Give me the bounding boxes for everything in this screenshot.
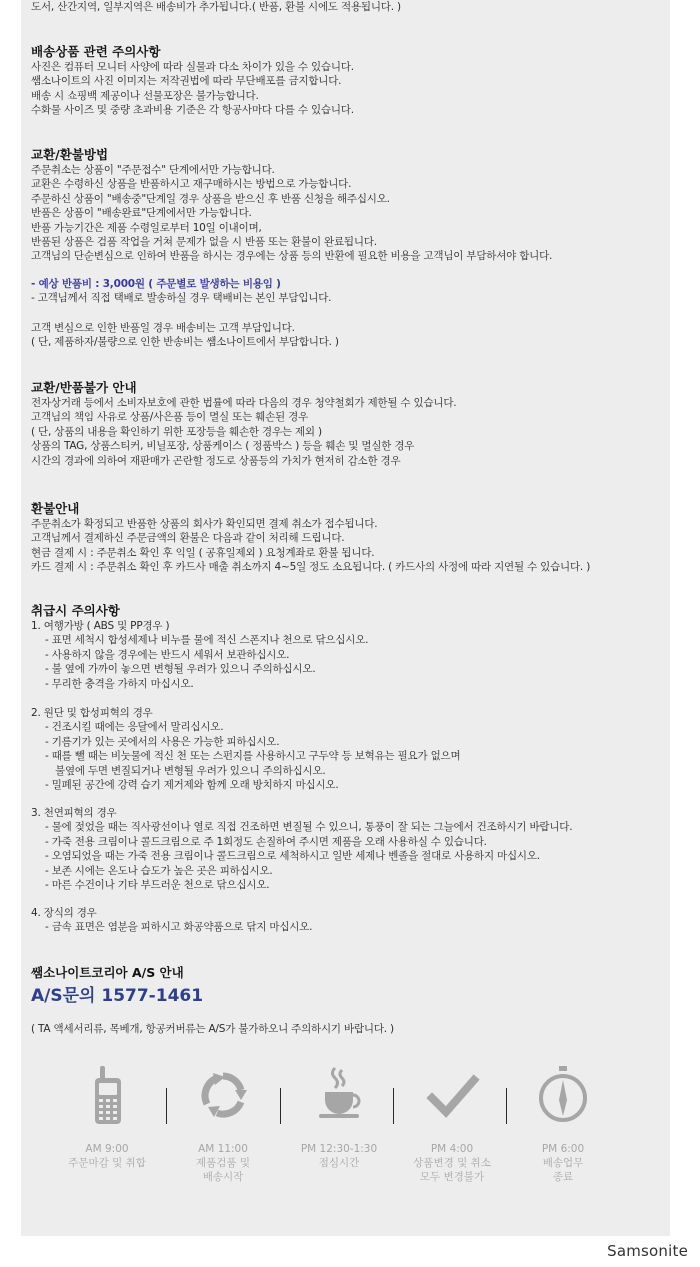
text-line: 주문하신 상품이 "배송중"단계일 경우 상품을 받으신 후 반품 신청을 해주십시오. — [31, 192, 390, 205]
text-line: 카드 결제 시 : 주문취소 확인 후 카드사 매출 취소까지 4~5일 정도 소요됩니다. ( 카드사의 사정에 따라 지연될 수 있습니다. ) — [31, 561, 591, 574]
list-item: - 무리한 충격을 가하지 마십시오. — [45, 677, 194, 690]
divider — [166, 1088, 167, 1124]
text-line: 고객님의 단순변심으로 인하여 반품을 하시는 경우에는 상품 등의 반환에 필요한 비용을 고객님이 부담하셔야 합니다. — [31, 250, 553, 263]
timeline-step — [52, 1060, 162, 1170]
text-line: 교환은 수령하신 상품을 반품하시고 재구매하시는 방법으로 가능합니다. — [31, 178, 352, 191]
as-note: ( TA 액세서리류, 목베개, 항공커버류는 A/S가 불가하오니 주의하시기 바랍니다. ) — [31, 1023, 394, 1035]
list-item: - 표면 세척시 합성세제나 비누를 물에 적신 스폰지나 천으로 닦으십시오. — [45, 634, 369, 647]
shipping-extra-fee-text: 도서, 산간지역, 일부지역은 배송비가 추가됩니다.( 반품, 환불 시에도 적용됩니다. ) — [31, 1, 401, 13]
text-line: 주문취소는 상품이 "주문접수" 단계에서만 가능합니다. — [31, 164, 275, 176]
step-time: PM 6:00 — [541, 1143, 585, 1155]
section-title: 배송상품 관련 주의사항 — [31, 44, 161, 59]
return-fee-note: - 고객님께서 직접 택배로 발송하실 경우 택배비는 본인 부담입니다. — [31, 292, 332, 304]
phone-icon — [79, 1060, 135, 1130]
list-item: - 가죽 전용 크림이나 콜드크림으로 주 1회정도 손질하여 주시면 제품을 오래 사용하실 수 있습니다. — [45, 835, 487, 848]
text-line: 배송 시 쇼핑백 제공이나 선물포장은 불가능합니다. — [31, 89, 259, 102]
timeline-step — [397, 1060, 507, 1184]
section-title: 교환/환불방법 — [31, 147, 109, 162]
step-time: PM 4:00 — [430, 1143, 474, 1155]
list-item: - 건조시킬 때에는 응달에서 말리십시오. — [45, 721, 224, 734]
handling-section — [31, 603, 368, 691]
text-line: 현금 결제 시 : 주문취소 확인 후 익일 ( 공휴일제외 ) 요청계좌로 환불 됩니다. — [31, 546, 375, 559]
section-title: 교환/반품불가 안내 — [31, 380, 137, 395]
list-item: - 물에 젖었을 때는 직사광선이나 열로 직접 건조하면 변질될 수 있으니, 통풍이 잘 되는 그늘에서 건조하시기 바랍니다. — [45, 821, 573, 834]
list-item: - 기름기가 있는 곳에서의 사용은 가능한 피하십시오. — [45, 735, 280, 748]
list-item: - 사용하지 않을 경우에는 반드시 세워서 보관하십시오. — [45, 648, 290, 661]
list-item: - 밀폐된 공간에 강력 습기 제거제와 함께 오래 방치하지 마십시오. — [45, 779, 339, 792]
group-title: 1. 여행가방 ( ABS 및 PP경우 ) — [31, 620, 170, 632]
handling-group-decoration — [31, 906, 312, 935]
divider — [506, 1088, 507, 1124]
text-line: 수화물 사이즈 및 중량 초과비용 기준은 각 항공사마다 다를 수 있습니다. — [31, 104, 354, 117]
list-item: - 오염되었을 때는 가죽 전용 크림이나 콜드크림으로 세척하시고 일반 세제나 벤졸을 절대로 사용하지 마십시오. — [45, 850, 540, 863]
step-desc: 모두 변경불가 — [419, 1171, 485, 1183]
handling-group-fabric — [31, 706, 460, 792]
exchange-refund-section — [31, 147, 552, 264]
text-line: 고객님께서 결제하신 주문금액의 환불은 다음과 같이 처리해 드립니다. — [31, 532, 345, 545]
list-item: - 때를 뺄 때는 비눗물에 적신 천 또는 스펀지를 사용하시고 구두약 등 보혁유는 필요가 없으며 — [45, 750, 461, 763]
group-title: 4. 장식의 경우 — [31, 907, 97, 919]
refund-section — [31, 501, 590, 575]
compass-icon — [535, 1060, 591, 1130]
return-fee-text: - 예상 반품비 : 3,000원 ( 주문별로 발생하는 비용임 ) — [31, 278, 281, 290]
text-line: 시간의 경과에 의하여 재판매가 곤란할 정도로 상품등의 가치가 현저히 감소한 경우 — [31, 454, 401, 467]
step-desc: 주문마감 및 취합 — [68, 1157, 146, 1169]
list-item: - 보존 시에는 온도나 습도가 높은 곳은 피하십시오. — [45, 864, 273, 877]
step-desc: 종료 — [552, 1171, 574, 1183]
text-line: 고객 변심으로 인한 반품일 경우 배송비는 고객 부담입니다. — [31, 322, 295, 334]
list-item: - 마른 수건이나 기타 부드러운 천으로 닦으십시오. — [45, 879, 270, 892]
text-line: 반품 가능기간은 제품 수령일로부터 10일 이내이며, — [31, 221, 262, 234]
as-phone-number: A/S문의 1577-1461 — [31, 986, 204, 1006]
text-line: 주문취소가 확정되고 반품한 상품의 회사가 확인되면 결제 취소가 접수됩니다. — [31, 518, 378, 530]
step-desc: 상품변경 및 취소 — [413, 1157, 491, 1169]
text-line: 전자상거래 등에서 소비자보호에 관한 법률에 따라 다음의 경우 청약철회가 제한될 수 있습니다. — [31, 397, 457, 409]
step-desc: 배송업무 — [542, 1157, 584, 1169]
group-title: 3. 천연피혁의 경우 — [31, 807, 117, 819]
step-desc: 점심시간 — [318, 1157, 360, 1169]
step-time: AM 11:00 — [198, 1143, 248, 1155]
step-time: PM 12:30-1:30 — [300, 1143, 378, 1155]
coffee-icon — [311, 1060, 367, 1130]
recycle-icon — [195, 1060, 251, 1130]
shipping-notice-section — [31, 44, 354, 118]
text-line: ( 단, 상품의 내용을 확인하기 위한 포장등을 훼손한 경우는 제외 ) — [31, 425, 322, 438]
step-desc: 제품검품 및 — [195, 1157, 251, 1169]
samsonite-logo: Samsonite — [607, 1242, 688, 1260]
list-item: - 금속 표면은 염분을 피하시고 화공약품으로 닦지 마십시오. — [45, 921, 313, 934]
handling-group-leather — [31, 806, 572, 892]
text-line: 반품된 상품은 검품 작업을 거쳐 문제가 없을 시 반품 또는 환불이 완료됩니다. — [31, 236, 377, 249]
daily-timeline — [52, 1060, 652, 1210]
as-title: 쌤소나이트코리아 A/S 안내 — [31, 965, 184, 980]
divider — [280, 1088, 281, 1124]
text-line: 고객님의 책임 사유로 상품/사은품 등이 멸실 또는 훼손된 경우 — [31, 411, 309, 424]
list-item: 불옆에 두면 변질되거나 변형될 우려가 있으니 주의하십시오. — [55, 764, 326, 777]
timeline-step — [284, 1060, 394, 1170]
text-line: 반품은 상품이 "배송완료"단계에서만 가능합니다. — [31, 207, 252, 220]
section-title: 환불안내 — [31, 501, 80, 516]
text-line: ( 단, 제품하자/불량으로 인한 반송비는 쌤소나이트에서 부담합니다. ) — [31, 336, 339, 348]
timeline-step — [168, 1060, 278, 1184]
text-line: 쌤소나이트의 사진 이미지는 저작권법에 따라 무단배포를 금지합니다. — [31, 75, 342, 88]
divider — [393, 1088, 394, 1124]
step-time: AM 9:00 — [85, 1143, 129, 1155]
text-line: 상품의 TAG, 상품스티커, 비닐포장, 상품케이스 ( 정품박스 ) 등을 훼손 및 멸실한 경우 — [31, 440, 415, 453]
timeline-step — [508, 1060, 618, 1184]
group-title: 2. 원단 및 합성피혁의 경우 — [31, 707, 153, 719]
no-exchange-section — [31, 380, 456, 468]
check-icon — [424, 1060, 480, 1130]
text-line: 사진은 컴퓨터 모니터 사양에 따라 실물과 다소 차이가 있을 수 있습니다. — [31, 61, 354, 73]
section-title: 취급시 주의사항 — [31, 603, 120, 618]
list-item: - 불 옆에 가까이 놓으면 변형될 우려가 있으니 주의하십시오. — [45, 663, 316, 676]
step-desc: 배송시작 — [202, 1171, 244, 1183]
